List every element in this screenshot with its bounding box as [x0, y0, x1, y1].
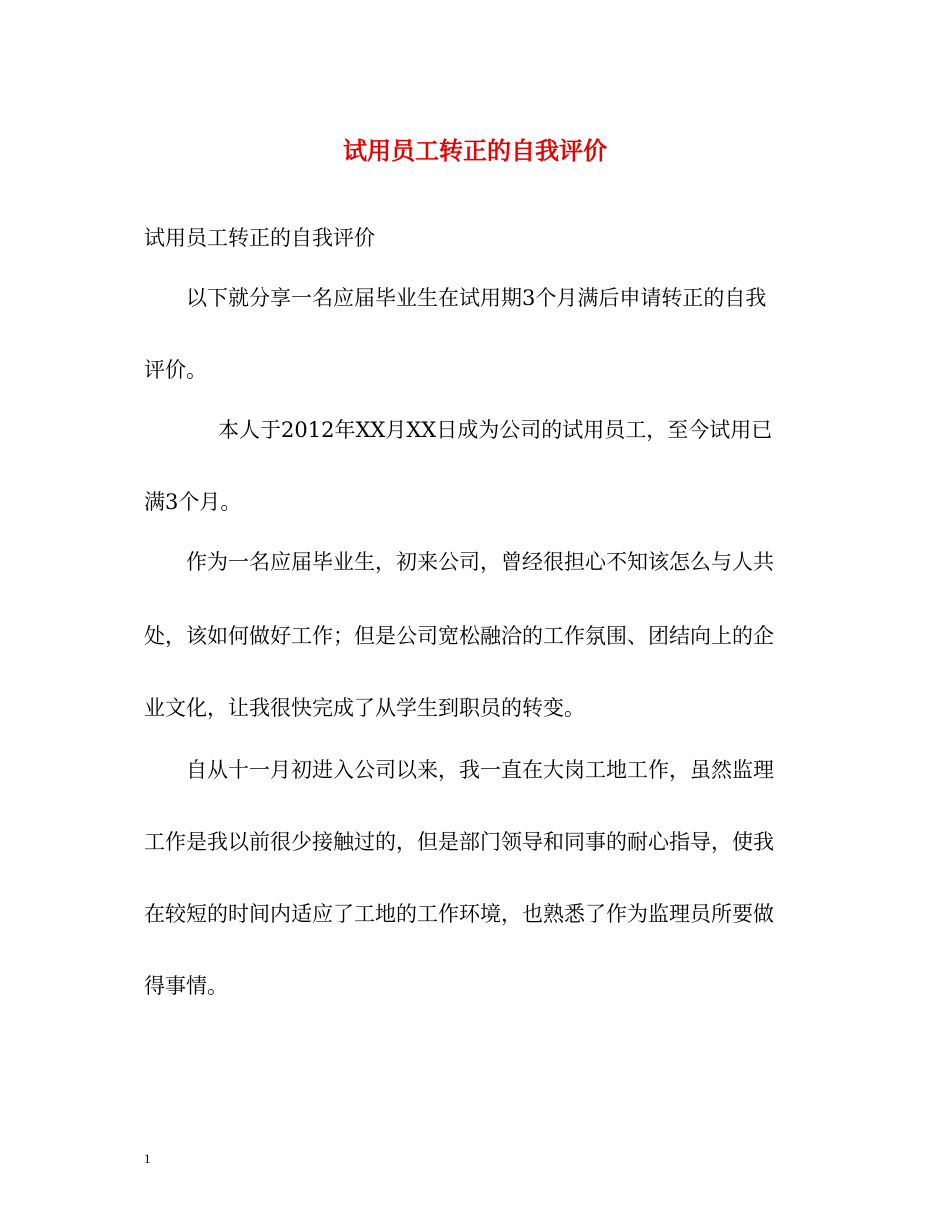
- page-number: 1: [144, 1151, 151, 1166]
- paragraph-3-line-3: 业文化，让我很快完成了从学生到职员的转变。: [144, 696, 585, 720]
- paragraph-4-line-2: 工作是我以前很少接触过的，但是部门领导和同事的耐心指导，使我: [144, 830, 774, 854]
- paragraph-3-line-1: 作为一名应届毕业生，初来公司，曾经很担心不知该怎么与人共: [186, 550, 774, 574]
- paragraph-4-line-1: 自从十一月初进入公司以来，我一直在大岗工地工作，虽然监理: [186, 758, 774, 782]
- paragraph-4-line-3: 在较短的时间内适应了工地的工作环境，也熟悉了作为监理员所要做: [144, 902, 774, 926]
- paragraph-3-line-2: 处，该如何做好工作；但是公司宽松融洽的工作氛围、团结向上的企: [144, 624, 774, 648]
- subtitle-line: 试用员工转正的自我评价: [144, 226, 375, 250]
- paragraph-2-line-2: 满3个月。: [144, 490, 242, 514]
- document-title: 试用员工转正的自我评价: [343, 136, 607, 165]
- paragraph-4-line-4: 得事情。: [144, 974, 228, 998]
- paragraph-1-line-2: 评价。: [144, 358, 207, 382]
- paragraph-1-line-1: 以下就分享一名应届毕业生在试用期3个月满后申请转正的自我: [186, 286, 767, 310]
- paragraph-2-line-1: 本人于2012年XX月XX日成为公司的试用员工，至今试用已: [218, 418, 773, 442]
